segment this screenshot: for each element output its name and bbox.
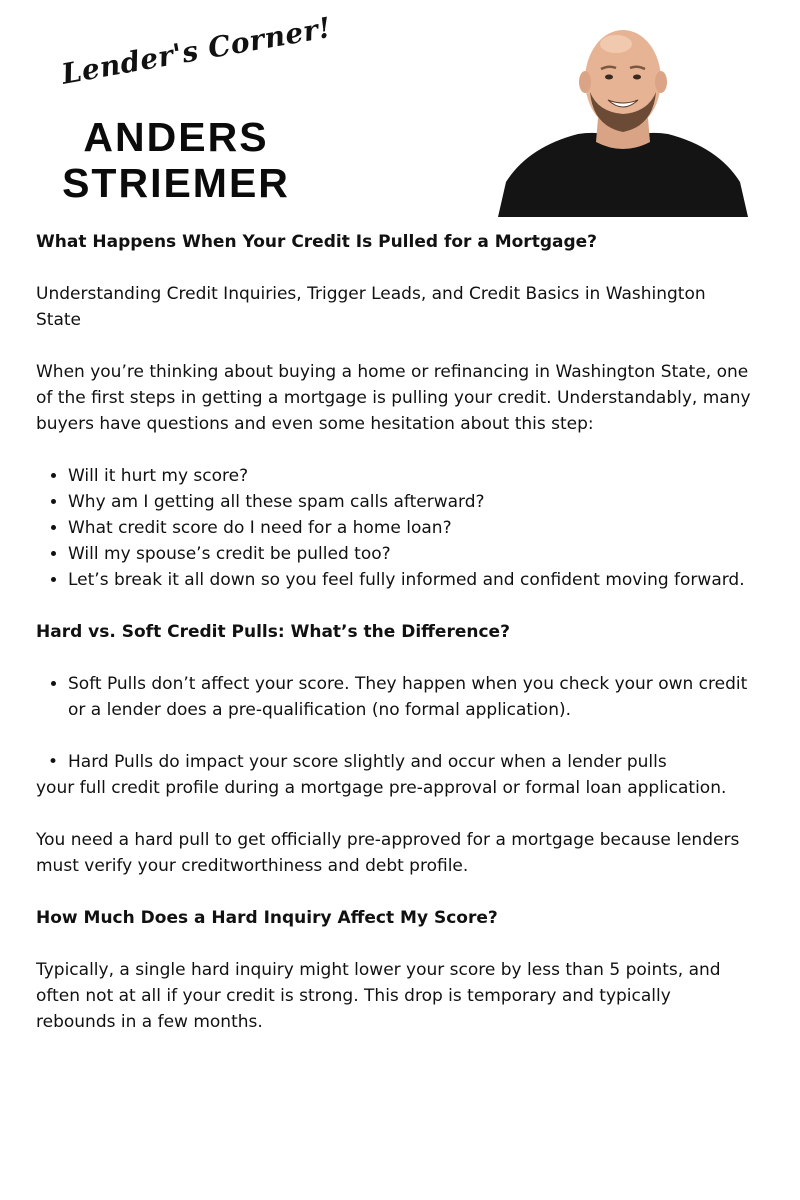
article-title: What Happens When Your Credit Is Pulled for a Mortgage? xyxy=(36,232,598,252)
author-name xyxy=(40,114,312,206)
list-item: • Let’s break it all down so you feel fully informed and confident moving forward. xyxy=(68,567,752,593)
soft-pull-list xyxy=(36,671,752,723)
author-name-last: STRIEMER xyxy=(62,160,290,206)
list-item: • Why am I getting all these spam calls afterward? xyxy=(68,489,752,515)
hard-pull-note: You need a hard pull to get officially pre-approved for a mortgage because lenders must verify your creditworthiness and debt profile. xyxy=(36,830,740,876)
section-inquiry-body: Typically, a single hard inquiry might lower your score by less than 5 points, and often not at all if your credit is strong. This drop is temporary and typically rebounds in a few months. xyxy=(36,960,721,1032)
list-item: • Will it hurt my score? xyxy=(68,463,752,489)
list-item: • Will my spouse’s credit be pulled too? xyxy=(68,541,752,567)
article-subtitle: Understanding Credit Inquiries, Trigger Leads, and Credit Basics in Washington State xyxy=(36,284,706,330)
article xyxy=(36,229,752,1035)
question-list xyxy=(36,463,752,593)
soft-pulls-item: • Soft Pulls don’t affect your score. They happen when you check your own credit or a lender does a pre-qualification (no formal application). xyxy=(68,671,752,723)
article-intro: When you’re thinking about buying a home or refinancing in Washington State, one of the first steps in getting a mortgage is pulling your credit. Understandably, many buyers have questions and even some hesitation about this step: xyxy=(36,362,751,434)
section-heading-inquiry: How Much Does a Hard Inquiry Affect My Score? xyxy=(36,908,498,928)
list-item: • What credit score do I need for a home loan? xyxy=(68,515,752,541)
author-name-first: ANDERS xyxy=(83,114,269,160)
hard-pulls-line1: • Hard Pulls do impact your score slightly and occur when a lender pulls xyxy=(36,749,752,775)
author-photo xyxy=(498,22,748,217)
hard-pulls-item xyxy=(36,749,752,801)
section-heading-pulls: Hard vs. Soft Credit Pulls: What’s the Difference? xyxy=(36,622,510,642)
lenders-corner-title: Lender's Corner! xyxy=(59,10,334,91)
hard-pulls-line2: your full credit profile during a mortgage pre-approval or formal loan application. xyxy=(36,778,727,798)
